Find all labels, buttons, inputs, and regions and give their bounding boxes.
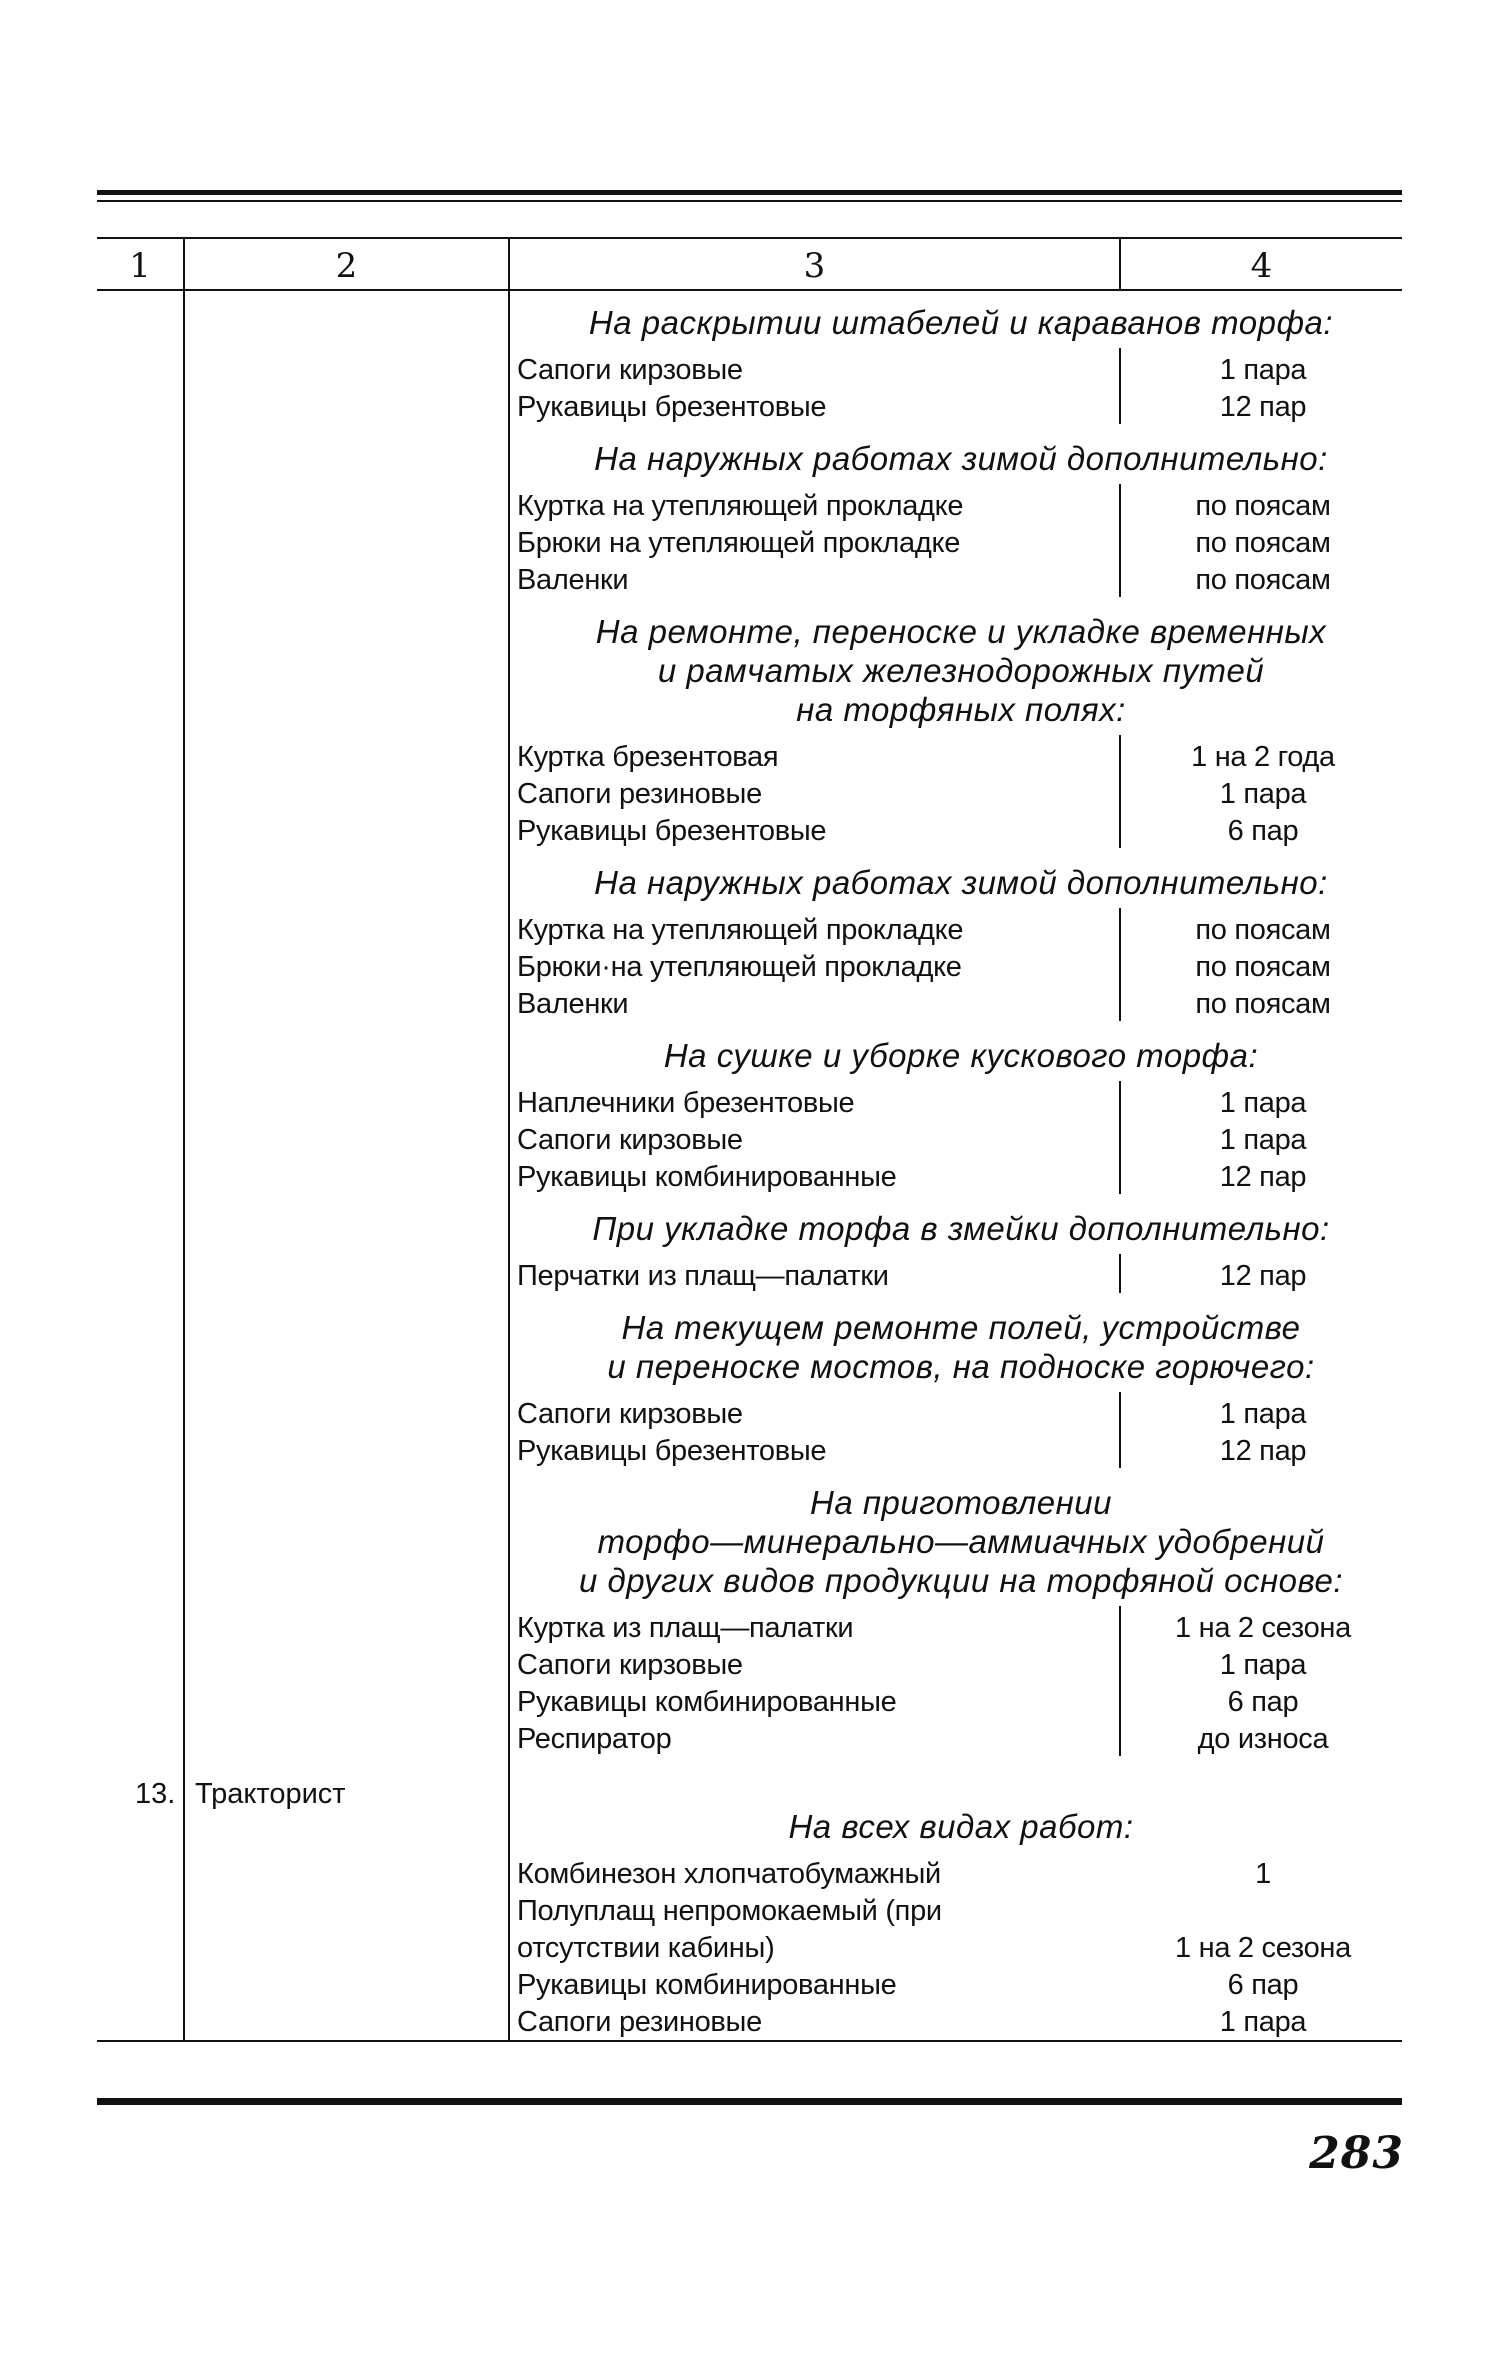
item-name: Респиратор xyxy=(517,1723,672,1755)
item-quantity: по поясам xyxy=(1195,914,1331,946)
section xyxy=(517,1033,1405,1206)
section xyxy=(517,609,1405,860)
item-name: Куртка из плащ—палатки xyxy=(517,1612,854,1644)
item-name: Рукавицы комбинированные xyxy=(517,1686,897,1718)
item-quantity: 6 пар xyxy=(1227,815,1299,847)
header-bottom-border xyxy=(97,289,1402,291)
profession-name: Тракторист xyxy=(195,1778,346,1810)
footer-rule xyxy=(97,2098,1402,2105)
column-header-4: 4 xyxy=(1250,246,1273,286)
column-header-2: 2 xyxy=(335,246,358,286)
item-name: Сапоги резиновые xyxy=(517,778,762,810)
item-row xyxy=(517,2004,1405,2041)
item-name: Сапоги кирзовые xyxy=(517,1649,743,1681)
item-quantity: 1 пара xyxy=(1219,354,1307,386)
item-row xyxy=(517,1856,1405,1893)
section-gap xyxy=(517,426,1405,436)
column-divider-1-2 xyxy=(183,237,185,2041)
item-quantity: 1 пара xyxy=(1219,1087,1307,1119)
row-number: 13. xyxy=(135,1778,176,1810)
item-quantity: 1 пара xyxy=(1219,2006,1307,2038)
section-heading xyxy=(517,860,1405,912)
section-heading-line: На всех видах работ: xyxy=(788,1808,1134,1845)
column-header-1: 1 xyxy=(129,246,151,286)
table-column-3-4-content xyxy=(517,300,1405,2051)
item-quantity: 1 на 2 года xyxy=(1191,741,1335,773)
section-gap xyxy=(517,1196,1405,1206)
section-heading-line: торфо—минерально—аммиачных удобрений xyxy=(597,1523,1325,1560)
item-quantity: 1 на 2 сезона xyxy=(1175,1932,1351,1964)
item-row xyxy=(517,1893,1405,1967)
item-quantity: до износа xyxy=(1197,1723,1329,1755)
section-gap xyxy=(517,2041,1405,2051)
item-quantity: 6 пар xyxy=(1227,1969,1299,2001)
item-list xyxy=(517,1610,1405,1758)
section-heading xyxy=(517,1480,1405,1610)
item-name: Рукавицы брезентовые xyxy=(517,391,827,423)
section-gap xyxy=(517,850,1405,860)
item-quantity: 12 пар xyxy=(1219,391,1307,423)
section-heading xyxy=(517,1804,1405,1856)
item-name: Перчатки из плащ—палатки xyxy=(517,1260,889,1292)
column-header-3: 3 xyxy=(803,246,826,286)
item-row xyxy=(517,1396,1405,1433)
item-row xyxy=(517,525,1405,562)
section-heading xyxy=(517,1206,1405,1258)
section-heading-line: На ремонте, переноске и укладке временных xyxy=(595,613,1327,650)
item-name: Валенки xyxy=(517,564,629,596)
item-quantity: 1 пара xyxy=(1219,1398,1307,1430)
section xyxy=(517,300,1405,436)
section-heading-line: При укладке торфа в змейки дополнительно: xyxy=(592,1210,1330,1247)
item-list xyxy=(517,912,1405,1023)
section-heading xyxy=(517,300,1405,352)
section xyxy=(517,1305,1405,1480)
section-heading-line: На наружных работах зимой дополнительно: xyxy=(594,864,1328,901)
item-row xyxy=(517,389,1405,426)
item-row xyxy=(517,488,1405,525)
item-name: Рукавицы брезентовые xyxy=(517,815,827,847)
item-row xyxy=(517,1721,1405,1758)
item-quantity: 12 пар xyxy=(1219,1435,1307,1467)
section-heading xyxy=(517,1033,1405,1085)
item-name: Брюки·на утепляющей прокладке xyxy=(517,951,962,983)
item-name: Брюки на утепляющей прокладке xyxy=(517,527,961,559)
item-list xyxy=(517,1085,1405,1196)
item-row xyxy=(517,739,1405,776)
section xyxy=(517,436,1405,609)
item-list xyxy=(517,488,1405,599)
section-heading-line: На приготовлении xyxy=(810,1484,1112,1521)
item-row xyxy=(517,1967,1405,2004)
item-quantity: 12 пар xyxy=(1219,1260,1307,1292)
item-name: Куртка брезентовая xyxy=(517,741,779,773)
section xyxy=(517,1480,1405,1768)
item-quantity: по поясам xyxy=(1195,527,1331,559)
section xyxy=(517,860,1405,1033)
column-divider-2-3 xyxy=(508,237,510,2041)
item-row xyxy=(517,1258,1405,1295)
item-quantity: по поясам xyxy=(1195,490,1331,522)
item-row xyxy=(517,949,1405,986)
item-quantity: 1 пара xyxy=(1219,1124,1307,1156)
item-name: Сапоги кирзовые xyxy=(517,354,743,386)
item-list xyxy=(517,739,1405,850)
item-row xyxy=(517,1684,1405,1721)
item-quantity: 1 пара xyxy=(1219,1649,1307,1681)
item-quantity: 12 пар xyxy=(1219,1161,1307,1193)
section-heading-line: На текущем ремонте полей, устройстве xyxy=(621,1309,1301,1346)
section-heading-line: На раскрытии штабелей и караванов торфа: xyxy=(588,304,1334,341)
item-row xyxy=(517,776,1405,813)
item-row xyxy=(517,1610,1405,1647)
item-name: Куртка на утепляющей прокладке xyxy=(517,490,964,522)
item-row xyxy=(517,1433,1405,1470)
item-name: Рукавицы комбинированные xyxy=(517,1969,897,2001)
item-list xyxy=(517,352,1405,426)
item-name: Сапоги кирзовые xyxy=(517,1398,743,1430)
item-quantity: 1 xyxy=(1255,1858,1271,1890)
item-name: Куртка на утепляющей прокладке xyxy=(517,914,964,946)
item-quantity: по поясам xyxy=(1195,951,1331,983)
item-row xyxy=(517,986,1405,1023)
item-row xyxy=(517,1122,1405,1159)
item-name: Рукавицы брезентовые xyxy=(517,1435,827,1467)
item-name: Наплечники брезентовые xyxy=(517,1087,855,1119)
section-heading-line: и переноске мостов, на подноске горючего: xyxy=(607,1348,1315,1385)
item-name: Валенки xyxy=(517,988,629,1020)
section-heading xyxy=(517,436,1405,488)
page-number: 283 xyxy=(1309,2128,1404,2179)
section-heading-line: на торфяных полях: xyxy=(796,691,1126,728)
item-list xyxy=(517,1258,1405,1295)
section-gap xyxy=(517,599,1405,609)
item-row xyxy=(517,1159,1405,1196)
section-heading-line: На сушке и уборке кускового торфа: xyxy=(663,1037,1259,1074)
item-row xyxy=(517,813,1405,850)
section xyxy=(517,1804,1405,2051)
item-name: Комбинезон хлопчатобумажный xyxy=(517,1858,941,1890)
section-gap xyxy=(517,1758,1405,1768)
item-list xyxy=(517,1396,1405,1470)
item-name: Сапоги резиновые xyxy=(517,2006,762,2038)
header-top-border xyxy=(97,237,1402,239)
section-gap xyxy=(517,1023,1405,1033)
item-name: Сапоги кирзовые xyxy=(517,1124,743,1156)
item-name: Полуплащ непромокаемый (при отсутствии кабины) xyxy=(517,1895,942,1964)
item-quantity: 1 пара xyxy=(1219,778,1307,810)
table-bottom-border xyxy=(97,2040,1402,2042)
item-quantity: по поясам xyxy=(1195,564,1331,596)
item-row xyxy=(517,912,1405,949)
top-rule-thick xyxy=(97,190,1402,195)
item-row xyxy=(517,352,1405,389)
item-row xyxy=(517,1647,1405,1684)
item-quantity: 1 на 2 сезона xyxy=(1175,1612,1351,1644)
item-row xyxy=(517,562,1405,599)
section-gap xyxy=(517,1470,1405,1480)
item-quantity: 6 пар xyxy=(1227,1686,1299,1718)
item-quantity: по поясам xyxy=(1195,988,1331,1020)
section-heading xyxy=(517,1305,1405,1396)
item-list xyxy=(517,1856,1405,2041)
section-heading xyxy=(517,609,1405,739)
item-name: Рукавицы комбинированные xyxy=(517,1161,897,1193)
section-heading-line: На наружных работах зимой дополнительно: xyxy=(594,440,1328,477)
section-gap xyxy=(517,1295,1405,1305)
section-heading-line: и других видов продукции на торфяной основе: xyxy=(578,1562,1344,1599)
section-spacer xyxy=(517,1768,1405,1804)
section-heading-line: и рамчатых железнодорожных путей xyxy=(657,652,1265,689)
section xyxy=(517,1206,1405,1305)
top-rule-thin xyxy=(97,200,1402,202)
item-row xyxy=(517,1085,1405,1122)
